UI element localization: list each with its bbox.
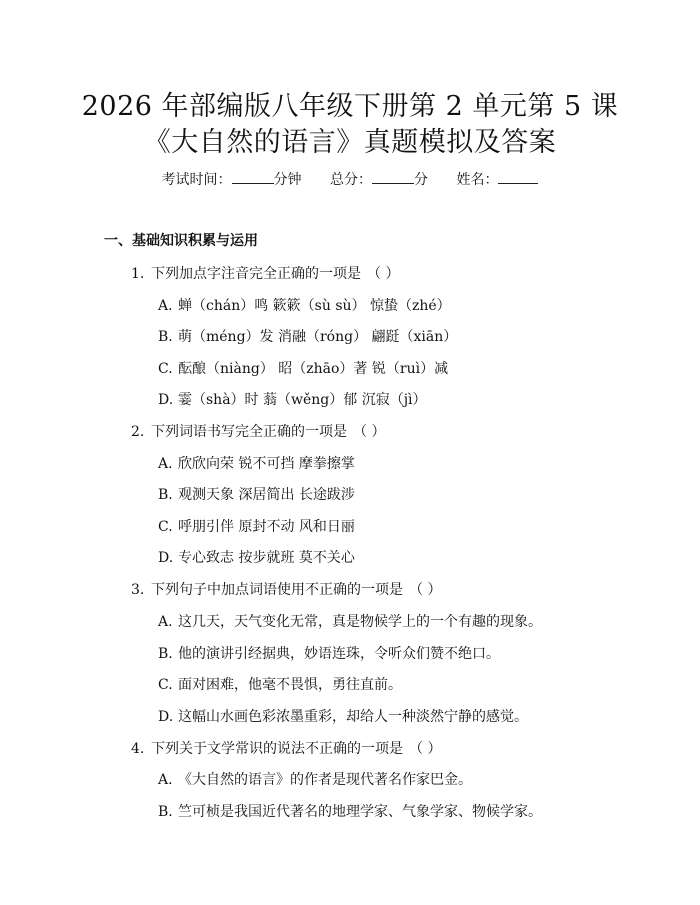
answer-paren: （ ）	[353, 424, 386, 440]
answer-paren: （ ）	[409, 582, 442, 598]
student-name-blank[interactable]	[498, 171, 538, 184]
option-3c[interactable]	[158, 674, 402, 694]
option-letter: B.	[158, 487, 173, 503]
option-letter: B.	[158, 804, 173, 820]
question-4	[131, 738, 441, 758]
option-1b[interactable]	[158, 326, 457, 346]
option-text: 专心致志 按步就班 莫不关心	[178, 550, 355, 566]
question-number: 3.	[131, 582, 145, 598]
option-1a[interactable]	[158, 295, 451, 315]
option-3d[interactable]	[158, 706, 528, 726]
option-letter: A.	[158, 772, 173, 788]
option-letter: B.	[158, 646, 173, 662]
option-letter: B.	[158, 329, 173, 345]
question-number: 1.	[131, 266, 145, 282]
option-4a[interactable]	[158, 769, 472, 789]
option-2a[interactable]	[158, 453, 355, 473]
option-text: 他的演讲引经据典，妙语连珠，令听众们赞不绝口。	[178, 646, 500, 662]
student-name-label: 姓名：	[456, 172, 499, 188]
option-2d[interactable]	[158, 547, 355, 567]
option-letter: D.	[158, 709, 174, 725]
option-3a[interactable]	[158, 611, 542, 631]
question-number: 4.	[131, 741, 145, 757]
question-text: 下列加点字注音完全正确的一项是	[151, 266, 361, 282]
option-text: 蝉（chán）鸣 簌簌（sù sù） 惊蛰（zhé）	[178, 298, 451, 314]
option-text: 酝酿（niàng） 昭（zhāo）著 锐（ruì）减	[178, 361, 449, 377]
option-text: 欣欣向荣 锐不可挡 摩拳擦掌	[178, 456, 355, 472]
answer-paren: （ ）	[409, 741, 442, 757]
option-letter: A.	[158, 614, 173, 630]
option-2c[interactable]	[158, 516, 355, 536]
option-text: 观测天象 深居简出 长途跋涉	[178, 487, 355, 503]
option-letter: C.	[158, 519, 173, 535]
option-text: 霎（shà）时 蓊（wěng）郁 沉寂（jì）	[178, 392, 427, 408]
option-text: 呼朋引伴 原封不动 风和日丽	[178, 519, 355, 535]
option-text: 《大自然的语言》的作者是现代著名作家巴金。	[178, 772, 472, 788]
exam-time-field	[162, 169, 302, 189]
option-3b[interactable]	[158, 643, 500, 663]
option-letter: C.	[158, 677, 173, 693]
student-name-field	[456, 169, 538, 189]
option-text: 这幅山水画色彩浓墨重彩，却给人一种淡然宁静的感觉。	[178, 709, 528, 725]
option-letter: C.	[158, 361, 173, 377]
section-heading: 一、基础知识积累与运用	[104, 233, 258, 249]
option-text: 萌（méng）发 消融（róng） 翩跹（xiān）	[178, 329, 458, 345]
question-2	[131, 421, 385, 441]
question-3	[131, 579, 441, 599]
page-title-line-1: 2026 年部编版八年级下册第 2 单元第 5 课	[81, 91, 619, 122]
option-1c[interactable]	[158, 358, 448, 378]
option-1d[interactable]	[158, 389, 427, 409]
question-text: 下列句子中加点词语使用不正确的一项是	[151, 582, 403, 598]
option-4b[interactable]	[158, 801, 542, 821]
option-text: 面对困难，他毫不畏惧，勇往直前。	[178, 677, 402, 693]
total-score-unit: 分	[414, 172, 428, 188]
option-2b[interactable]	[158, 484, 355, 504]
answer-paren: （ ）	[367, 266, 400, 282]
total-score-blank[interactable]	[372, 171, 414, 184]
exam-meta-row	[0, 169, 700, 189]
option-letter: A.	[158, 298, 173, 314]
option-text: 这几天，天气变化无常，真是物候学上的一个有趣的现象。	[178, 614, 542, 630]
question-text: 下列关于文学常识的说法不正确的一项是	[151, 741, 403, 757]
total-score-field	[330, 169, 428, 189]
page-title-line-2: 《大自然的语言》真题模拟及答案	[143, 127, 557, 158]
question-text: 下列词语书写完全正确的一项是	[151, 424, 347, 440]
question-number: 2.	[131, 424, 145, 440]
option-letter: D.	[158, 550, 174, 566]
option-letter: A.	[158, 456, 173, 472]
option-text: 竺可桢是我国近代著名的地理学家、气象学家、物候学家。	[178, 804, 542, 820]
exam-time-label: 考试时间：	[161, 172, 232, 188]
exam-time-unit: 分钟	[273, 172, 302, 188]
question-1	[131, 263, 399, 283]
exam-time-blank[interactable]	[232, 171, 274, 184]
option-letter: D.	[158, 392, 174, 408]
total-score-label: 总分：	[330, 172, 372, 188]
